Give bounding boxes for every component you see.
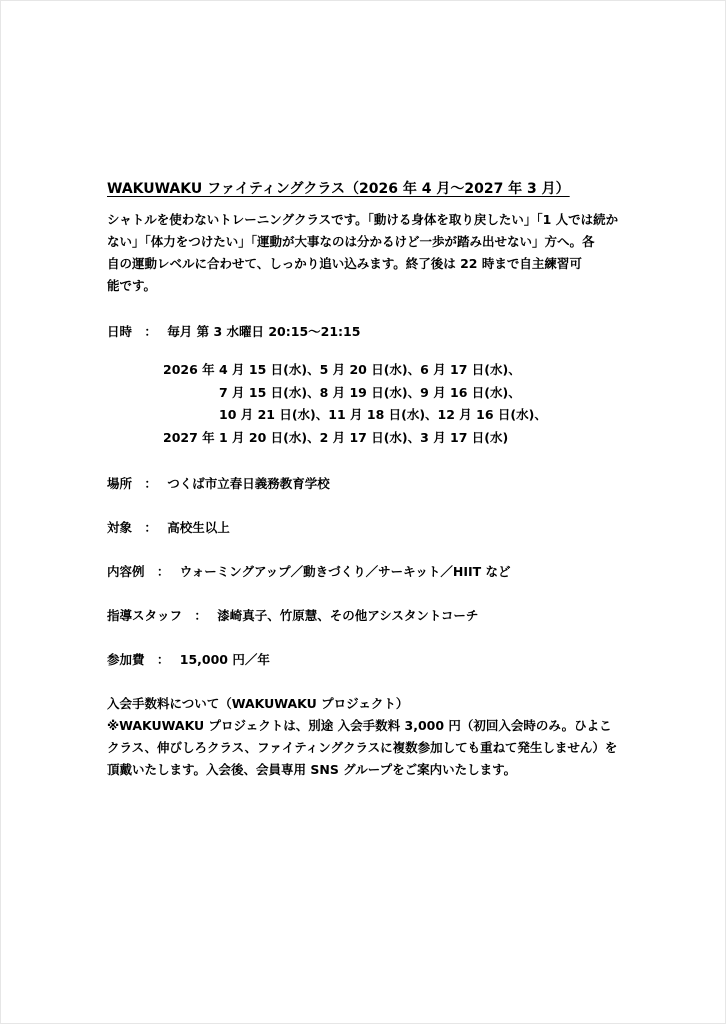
entry-fee-section (107, 693, 637, 781)
schedule-date-line: 2027 年 1 月 20 日(水)、2 月 17 日(水)、3 月 17 日(水) (163, 429, 509, 445)
fee-separator: ： (156, 652, 170, 667)
target-label: 対象 (107, 520, 133, 535)
fee-label: 参加費 (107, 652, 145, 667)
content-example-separator: ： (156, 564, 170, 579)
entry-fee-heading: 入会手数料について（WAKUWAKU プロジェクト） (107, 696, 409, 711)
staff-value: 漆崎真子、竹原慧、その他アシスタントコーチ (217, 608, 479, 623)
schedule-dates (107, 359, 637, 449)
venue-value: つくば市立春日義務教育学校 (167, 476, 330, 491)
venue-separator: ： (144, 476, 157, 491)
fee-row (107, 649, 637, 671)
content-example-row (107, 561, 637, 583)
entry-fee-line: 頂戴いたします。入会後、会員専用 SNS グループをご案内いたします。 (107, 762, 517, 777)
intro-line: 自の運動レベルに合わせて、しっかり追い込みます。終了後は 22 時まで自主練習可 (107, 256, 582, 271)
staff-separator: ： (194, 608, 207, 623)
content-example-value: ウォーミングアップ／動きづくり／サーキット／HIIT など (179, 564, 511, 579)
document-title: WAKUWAKU ファイティングクラス（2026 年 4 月～2027 年 3 月） (107, 181, 570, 197)
entry-fee-line: ※WAKUWAKU プロジェクトは、別途 入会手数料 3,000 円（初回入会時のみ。ひよこ (107, 718, 612, 733)
schedule-date-line: 10 月 21 日(水)、11 月 18 日(水)、12 月 16 日(水)、 (219, 407, 547, 422)
schedule-label: 日時 (107, 324, 133, 339)
schedule-row (107, 321, 637, 343)
target-value: 高校生以上 (167, 520, 230, 535)
schedule-value: 毎月 第 3 水曜日 20:15～21:15 (167, 324, 361, 339)
document-content (107, 179, 637, 781)
intro-line: シャトルを使わないトレーニングクラスです。「動ける身体を取り戻したい」「1 人では続か (107, 212, 619, 227)
staff-row (107, 605, 637, 627)
intro-line: 能です。 (107, 278, 157, 293)
venue-label: 場所 (107, 476, 133, 491)
content-example-label: 内容例 (107, 564, 145, 579)
target-row (107, 517, 637, 539)
intro-line: ない」「体力をつけたい」「運動が大事なのは分かるけど一歩が踏み出せない」方へ。各 (107, 234, 595, 249)
staff-label: 指導スタッフ (107, 608, 183, 623)
schedule-date-line: 2026 年 4 月 15 日(水)、5 月 20 日(水)、6 月 17 日(水)、 (163, 362, 521, 377)
schedule-separator: ： (144, 324, 157, 339)
venue-row (107, 473, 637, 495)
entry-fee-line: クラス、伸びしろクラス、ファイティングクラスに複数参加しても重ねて発生しません）を (107, 740, 618, 755)
schedule-date-line: 7 月 15 日(水)、8 月 19 日(水)、9 月 16 日(水)、 (219, 384, 521, 400)
target-separator: ： (144, 520, 157, 535)
intro-paragraph (107, 209, 637, 297)
fee-value: 15,000 円／年 (179, 652, 270, 667)
